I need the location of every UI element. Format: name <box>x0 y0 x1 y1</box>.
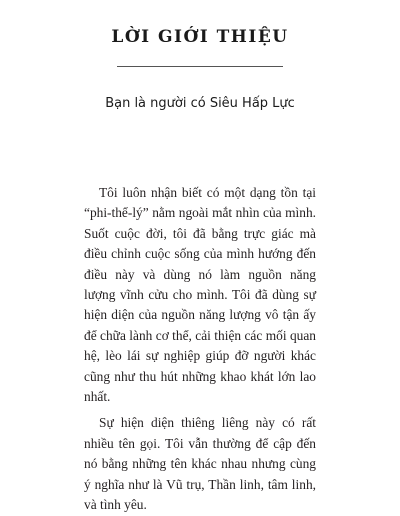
paragraph: Tôi luôn nhận biết có một dạng tồn tại “phi-thể-lý” nằm ngoài mắt nhìn của mình. Suốt cuộc đời, tôi đã bằng trực giác mà điều chỉnh cuộc sống của mình hướng đến điều này và dùng nó làm nguồn năng lượng vĩnh cửu cho mình. Tôi đã dùng sự hiện diện của nguồn năng lượng vô tận ấy để chữa lành cơ thể, cải thiện các mối quan hệ, lèo lái sự nghiệp giúp đỡ người khác cũng như thu hút những khao khát lớn lao nhất. <box>84 185 316 405</box>
paragraph: Sự hiện diện thiêng liêng này có rất nhiều tên gọi. Tôi vẫn thường để cập đến nó bằng những tên khác nhau nhưng cùng ý nghĩa như là Vũ trụ, Thần linh, tâm linh, và tình yêu. <box>84 415 316 513</box>
chapter-title: LỜI GIỚI THIỆU <box>111 27 289 47</box>
chapter-subtitle: Bạn là người có Siêu Hấp Lực <box>105 96 295 111</box>
body-text <box>84 183 316 516</box>
title-divider <box>117 66 283 67</box>
